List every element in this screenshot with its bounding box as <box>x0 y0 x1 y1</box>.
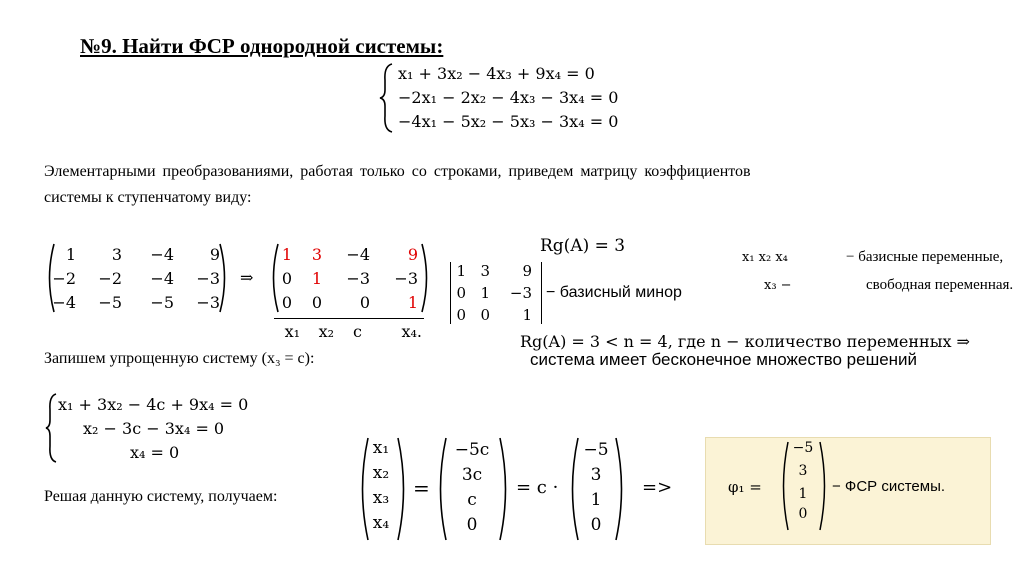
infinite-solutions: система имеет бесконечное множество решений <box>530 350 918 369</box>
vec-x-item: x₂ <box>372 463 390 483</box>
vec-coef <box>578 440 614 540</box>
fsr-box <box>705 437 991 545</box>
equals-c-dot: = c · <box>516 477 559 498</box>
minor-cell: 1 <box>480 284 490 302</box>
matrix-a-cell: −4 <box>150 245 174 264</box>
fsr-vec-item: 1 <box>798 486 808 502</box>
vec-x-item: x₁ <box>372 438 390 458</box>
vec-sol-right-paren <box>498 436 512 542</box>
paragraph-line1: Элементарными преобразованиями, работая только со строками, приведем матрицу коэффициентов <box>44 163 751 180</box>
rank-compare: Rg(A) = 3 < n = 4, где n − количество переменных ⇒ <box>520 332 970 351</box>
equals-sign: = <box>413 476 430 500</box>
system-eq3: −4x₁ − 5x₂ − 5x₃ − 3x₄ = 0 <box>398 112 619 131</box>
minor-cell: 1 <box>522 306 532 324</box>
minor-label: − базисный минор <box>546 284 682 301</box>
matrix-b-cell: 0 <box>311 293 322 312</box>
minor-cell: 0 <box>480 306 490 324</box>
matrix-b <box>278 245 426 315</box>
vec-x <box>368 438 396 538</box>
system-eq1: x₁ + 3x₂ − 4x₃ + 9x₄ = 0 <box>398 64 595 83</box>
free-var: x₃ − <box>764 278 792 293</box>
minor-left-bar <box>450 262 451 324</box>
matrix-b-cell: 0 <box>359 293 370 312</box>
matrix-b-var: x₂ <box>318 322 334 341</box>
paragraph-line2: системы к ступенчатому виду: <box>44 189 252 206</box>
vec-coef-item: 3 <box>590 465 602 485</box>
fsr-vec-item: −5 <box>792 440 814 456</box>
matrix-a-cell: −3 <box>196 269 220 288</box>
matrix-b-cell: 1 <box>311 269 322 288</box>
simplified-eq2: x₂ − 3c − 3x₄ = 0 <box>83 419 225 438</box>
vec-coef-item: 1 <box>590 490 602 510</box>
matrix-a-cell: 1 <box>65 245 76 264</box>
vec-sol-item: c <box>467 490 477 510</box>
matrix-a-cell: 9 <box>209 245 220 264</box>
matrix-b-cell: 0 <box>281 269 292 288</box>
vec-coef-item: −5 <box>583 440 609 460</box>
matrix-b-var: x₄. <box>401 322 422 341</box>
fsr-vec-right-paren <box>818 440 830 532</box>
basic-vars: x₁ x₂ x₄ <box>742 250 788 265</box>
minor-right-bar <box>541 262 542 324</box>
system-eq2: −2x₁ − 2x₂ − 4x₃ − 3x₄ = 0 <box>398 88 619 107</box>
fsr-label: − ФСР системы. <box>832 478 946 495</box>
vec-coef-item: 0 <box>590 515 602 535</box>
matrix-a-cell: −2 <box>98 269 122 288</box>
minor-cell: 0 <box>456 284 466 302</box>
vec-sol-item: −5c <box>454 440 490 460</box>
matrix-b-cell: −3 <box>346 269 370 288</box>
minor-cell: −3 <box>509 284 532 302</box>
vec-sol <box>446 440 498 540</box>
free-var-label: свободная переменная. <box>866 277 1014 293</box>
matrix-b-cell: 0 <box>281 293 292 312</box>
matrix-b-var: c <box>353 322 362 341</box>
matrix-b-divider <box>274 318 424 319</box>
minor-cell: 0 <box>456 306 466 324</box>
minor-cell: 9 <box>522 262 532 280</box>
minor-cell: 3 <box>480 262 490 280</box>
matrix-a-cell: −4 <box>52 293 76 312</box>
implies-arrow: ⇒ <box>240 268 254 287</box>
matrix-b-right-paren <box>420 242 432 314</box>
minor-cell: 1 <box>456 262 466 280</box>
matrix-b-vars <box>278 322 428 342</box>
matrix-a-right-paren <box>218 242 230 314</box>
vec-sol-item: 0 <box>466 515 478 535</box>
fsr-vec-item: 0 <box>798 506 808 522</box>
vec-x-item: x₃ <box>372 488 390 508</box>
solving-text: Решая данную систему, получаем: <box>44 488 278 505</box>
basic-vars-label: − базисные переменные, <box>846 249 1004 265</box>
system-brace <box>378 62 394 134</box>
matrix-a-cell: −2 <box>52 269 76 288</box>
fsr-vec <box>788 440 818 530</box>
fsr-vec-item: 3 <box>798 463 808 479</box>
matrix-b-cell: −3 <box>394 269 418 288</box>
matrix-b-cell: 3 <box>311 245 322 264</box>
simplified-eq3: x₄ = 0 <box>130 443 180 462</box>
matrix-a-cell: −5 <box>98 293 122 312</box>
matrix-b-cell: 1 <box>281 245 292 264</box>
matrix-a-cell: 3 <box>111 245 122 264</box>
vec-x-item: x₄ <box>372 513 390 533</box>
matrix-b-cell: 9 <box>407 245 418 264</box>
matrix-a-cell: −3 <box>196 293 220 312</box>
simplified-eq1: x₁ + 3x₂ − 4c + 9x₄ = 0 <box>58 395 249 414</box>
matrix-b-cell: 1 <box>407 293 418 312</box>
matrix-b-cell: −4 <box>346 245 370 264</box>
page-title: №9. Найти ФСР однородной системы: <box>80 34 444 58</box>
implies-symbol: => <box>642 477 673 498</box>
matrix-a-cell: −5 <box>150 293 174 312</box>
rank-label: Rg(A) = 3 <box>540 236 626 256</box>
matrix-a <box>52 245 224 315</box>
vec-x-right-paren <box>396 436 410 542</box>
vec-coef-right-paren <box>614 436 628 542</box>
basis-minor <box>454 262 540 328</box>
matrix-a-cell: −4 <box>150 269 174 288</box>
fsr-phi: φ₁ = <box>728 478 762 496</box>
matrix-b-var: x₁ <box>284 322 300 341</box>
simplified-heading: Запишем упрощенную систему (x₃ = c): <box>44 350 315 367</box>
vec-sol-item: 3c <box>461 465 483 485</box>
simplified-brace <box>44 392 58 464</box>
